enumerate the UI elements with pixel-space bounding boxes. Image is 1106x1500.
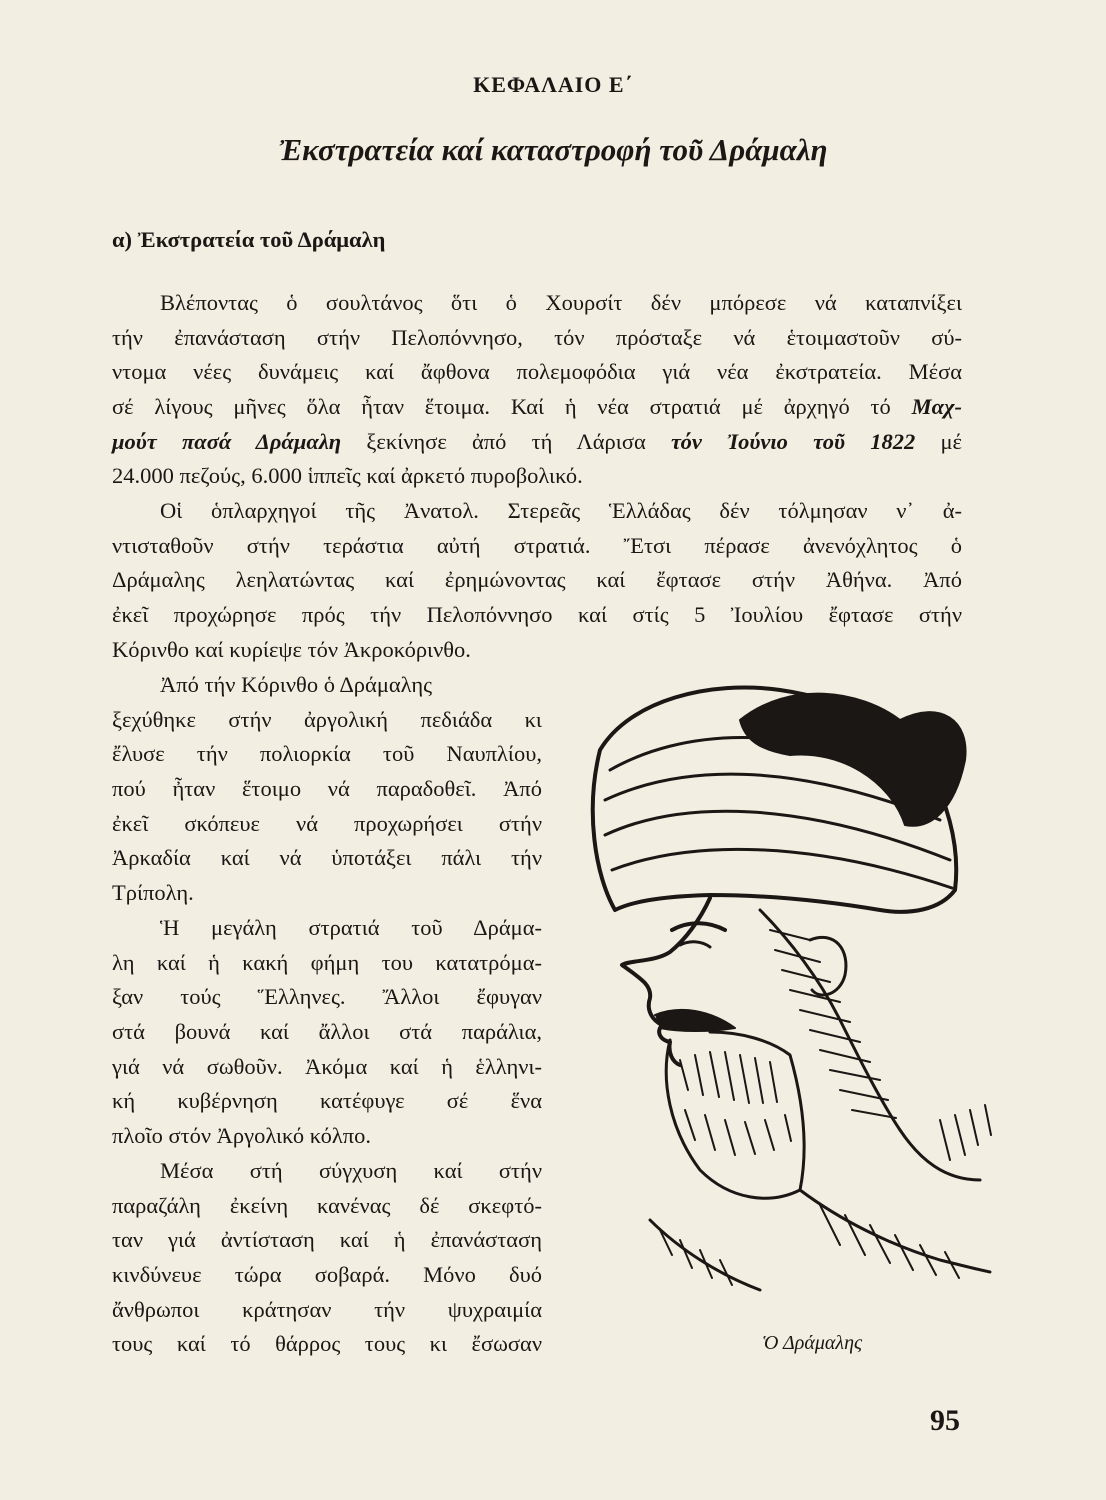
text-line: ἐκεῖ σκόπευε νά προχωρήσει στήν — [112, 810, 542, 836]
text-line — [112, 390, 962, 425]
text-line: κή κυβέρνηση κατέφυγε σέ ἕνα — [112, 1088, 542, 1114]
text-line: ντομα νέες δυνάμεις καί ἄφθονα πολεμοφόδια γιά νέα ἐκστρατεία. Μέσα — [112, 359, 962, 385]
text-line: πλοῖο στόν Ἀργολικό κόλπο. — [112, 1123, 371, 1149]
beard-hatching — [680, 1052, 791, 1155]
text-segment: μέ — [940, 428, 962, 454]
text-line: Δράμαλης λεηλατώντας καί ἐρημώνοντας καί ἔφτασε στήν Ἀθήνα. Ἀπό — [112, 567, 962, 593]
text-line: Τρίπολη. — [112, 880, 194, 906]
brow — [672, 923, 725, 930]
coat-outline — [800, 1190, 990, 1272]
chapter-label: ΚΕΦΑΛΑΙΟ Ε΄ — [473, 72, 633, 97]
ear — [810, 937, 846, 995]
neck-back — [900, 1130, 980, 1180]
text-line: γιά νά σωθοῦν. Ἀκόμα καί ἡ ἑλληνι- — [112, 1053, 542, 1079]
text-line: Κόρινθο καί κυρίεψε τόν Ἀκροκόρινθο. — [112, 636, 471, 662]
text-line: ξαν τούς Ἕλληνες. Ἄλλοι ἔφυγαν — [112, 984, 542, 1010]
page-number: 95 — [930, 1404, 960, 1437]
emphasis-name: Μαχ- — [911, 394, 963, 420]
text-line: τους καί τό θάρρος τους κι ἔσωσαν — [112, 1331, 542, 1357]
paragraph-4 — [112, 911, 542, 1154]
text-line: ἐκεῖ προχώρησε πρός τήν Πελοπόννησο καί στίς 5 Ἰουλίου ἔφτασε στήν — [112, 602, 962, 628]
text-line: τήν ἐπανάσταση στήν Πελοπόννησο, τόν πρόσταξε νά ἑτοιμαστοῦν σύ- — [112, 324, 962, 350]
text-line: Μέσα στή σύγχυση καί στήν — [160, 1158, 542, 1183]
text-line: ξεχύθηκε στήν ἀργολική πεδιάδα κι — [112, 706, 542, 732]
mustache — [655, 1010, 735, 1031]
text-line: Βλέποντας ὁ σουλτάνος ὅτι ὁ Χουρσίτ δέν μπόρεσε νά καταπνίξει — [160, 290, 962, 315]
section-heading: α) Ἐκστρατεία τοῦ Δράμαλη — [112, 227, 386, 252]
turban-tail — [740, 694, 966, 826]
text-line: στά βουνά καί ἄλλοι στά παράλια, — [112, 1019, 542, 1045]
image-caption: Ὁ Δράμαλης — [762, 1332, 863, 1354]
text-segment: ξεκίνησε ἀπό τή Λάρισα — [366, 428, 646, 454]
text-segment: σέ λίγους μῆνες ὅλα ἦταν ἕτοιμα. Καί ἡ νέα στρατιά μέ ἀρχηγό τό — [112, 394, 891, 420]
text-line: Οἱ ὁπλαρχηγοί τῆς Ἀνατολ. Στερεᾶς Ἑλλάδας δέν τόλμησαν ν᾿ ἀ- — [160, 498, 962, 523]
text-line: λη καί ἡ κακή φήμη του κατατρόμα- — [112, 949, 542, 975]
text-line: Ἡ μεγάλη στρατιά τοῦ Δράμα- — [160, 915, 542, 940]
paragraph-1 — [112, 286, 962, 494]
text-line: Ἀρκαδία καί νά ὑποτάξει πάλι τήν — [112, 845, 542, 871]
text-line: παραζάλη ἐκείνη κανένας δέ σκεφτό- — [112, 1192, 542, 1218]
paragraph-5 — [112, 1154, 542, 1362]
portrait-illustration — [560, 660, 1000, 1300]
emphasis-date: τόν Ἰούνιο τοῦ 1822 — [670, 428, 916, 454]
text-line: πού ἦταν ἕτοιμο νά παραδοθεῖ. Ἀπό — [112, 776, 542, 802]
text-line: ντισταθοῦν στήν τεράστια αὐτή στρατιά. Ἔτσι πέρασε ἀνενόχλητος ὁ — [112, 532, 962, 558]
text-line: 24.000 πεζούς, 6.000 ἱππεῖς καί ἀρκετό πυροβολικό. — [112, 463, 583, 489]
text-line: Ἀπό τήν Κόρινθο ὁ Δράμαλης — [160, 672, 433, 697]
turban-fold — [612, 849, 952, 888]
text-line: ταν γιά ἀντίσταση καί ἡ ἐπανάσταση — [112, 1227, 542, 1253]
text-line: ἔλυσε τήν πολιορκία τοῦ Ναυπλίου, — [112, 741, 542, 767]
coat-hatching — [660, 1205, 959, 1285]
paragraph-2 — [112, 494, 962, 667]
chapter-title: Ἐκστρατεία καί καταστροφή τοῦ Δράμαλη — [278, 132, 828, 167]
turban-fold — [605, 811, 950, 860]
paragraph-3 — [112, 668, 542, 911]
eye — [680, 942, 710, 947]
text-line — [112, 425, 962, 460]
text-line: κινδύνευε τώρα σοβαρά. Μόνο δυό — [112, 1262, 542, 1288]
coat-outline — [650, 1220, 760, 1290]
emphasis-name: μούτ πασά Δράμαλη — [112, 428, 342, 454]
text-line: ἄνθρωποι κράτησαν τήν ψυχραιμία — [112, 1296, 542, 1322]
hair-strands — [940, 1105, 991, 1160]
head-shading — [760, 910, 900, 1130]
